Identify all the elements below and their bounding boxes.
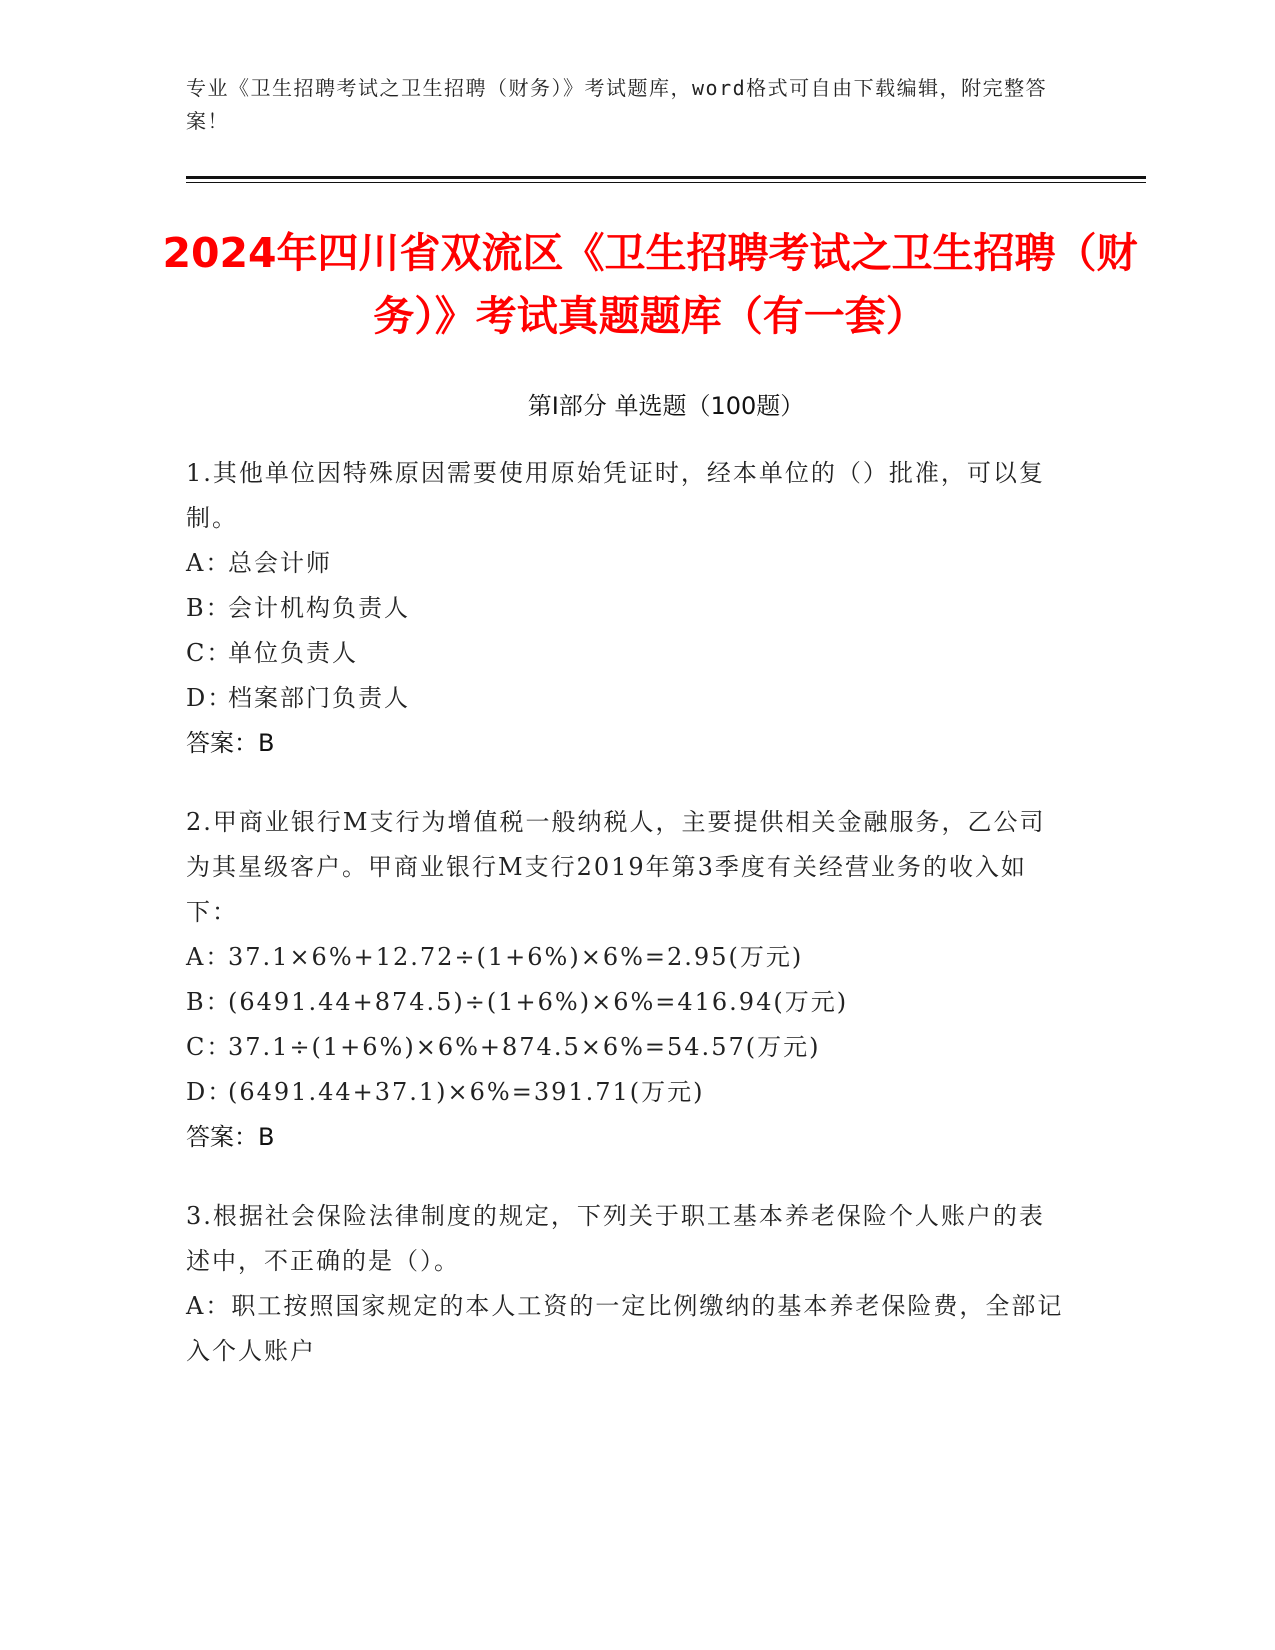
option-label: C：: [186, 639, 233, 667]
option-a: [186, 1284, 1066, 1374]
option-b: [186, 586, 1066, 631]
option-label: A：: [186, 1292, 232, 1320]
option-text: (6491.44+37.1)×6%=391.71(万元): [228, 1078, 705, 1106]
document-title: 2024年四川省双流区《卫生招聘考试之卫生招聘（财务）》考试真题题库（有一套）: [162, 229, 1138, 340]
option-a: [186, 541, 1066, 586]
header-note: 专业《卫生招聘考试之卫生招聘（财务）》考试题库，word格式可自由下载编辑，附完整答案！: [186, 76, 1048, 133]
option-text: 37.1×6%+12.72÷(1+6%)×6%=2.95(万元): [228, 943, 804, 971]
option-label: C：: [186, 1033, 233, 1061]
option-d: [186, 676, 1066, 721]
section-heading: 第I部分 单选题（100题）: [527, 392, 805, 420]
option-d: [186, 1070, 1066, 1115]
option-text: 会计机构负责人: [228, 594, 410, 622]
option-label: D：: [186, 1078, 234, 1106]
answer-text: 答案：B: [186, 1123, 275, 1151]
option-text: 总会计师: [228, 549, 332, 577]
option-label: A：: [186, 549, 232, 577]
option-c: [186, 1025, 1066, 1070]
answer-text: 答案：B: [186, 729, 275, 757]
option-label: B：: [186, 988, 232, 1016]
option-text: 37.1÷(1+6%)×6%+874.5×6%=54.57(万元): [228, 1033, 821, 1061]
option-label: A：: [186, 943, 232, 971]
option-label: B：: [186, 594, 232, 622]
option-text: (6491.44+874.5)÷(1+6%)×6%=416.94(万元): [228, 988, 849, 1016]
header-rule-thick: [186, 176, 1146, 179]
header-rule-thin: [186, 182, 1146, 183]
question-stem: 1.其他单位因特殊原因需要使用原始凭证时，经本单位的（）批准，可以复制。: [186, 459, 1045, 532]
question-1: [186, 451, 1066, 766]
option-b: [186, 980, 1066, 1025]
option-label: D：: [186, 684, 234, 712]
option-text: 职工按照国家规定的本人工资的一定比例缴纳的基本养老保险费，全部记入个人账户: [186, 1292, 1064, 1365]
option-a: [186, 935, 1066, 980]
question-stem: 2.甲商业银行M支行为增值税一般纳税人，主要提供相关金融服务，乙公司为其星级客户。甲商业银行M支行2019年第3季度有关经营业务的收入如下：: [186, 808, 1046, 926]
question-3: [186, 1194, 1066, 1374]
option-text: 档案部门负责人: [228, 684, 410, 712]
option-c: [186, 631, 1066, 676]
question-stem: 3.根据社会保险法律制度的规定，下列关于职工基本养老保险个人账户的表述中，不正确的是（）。: [186, 1202, 1045, 1275]
option-text: 单位负责人: [228, 639, 358, 667]
question-2: [186, 800, 1066, 1160]
